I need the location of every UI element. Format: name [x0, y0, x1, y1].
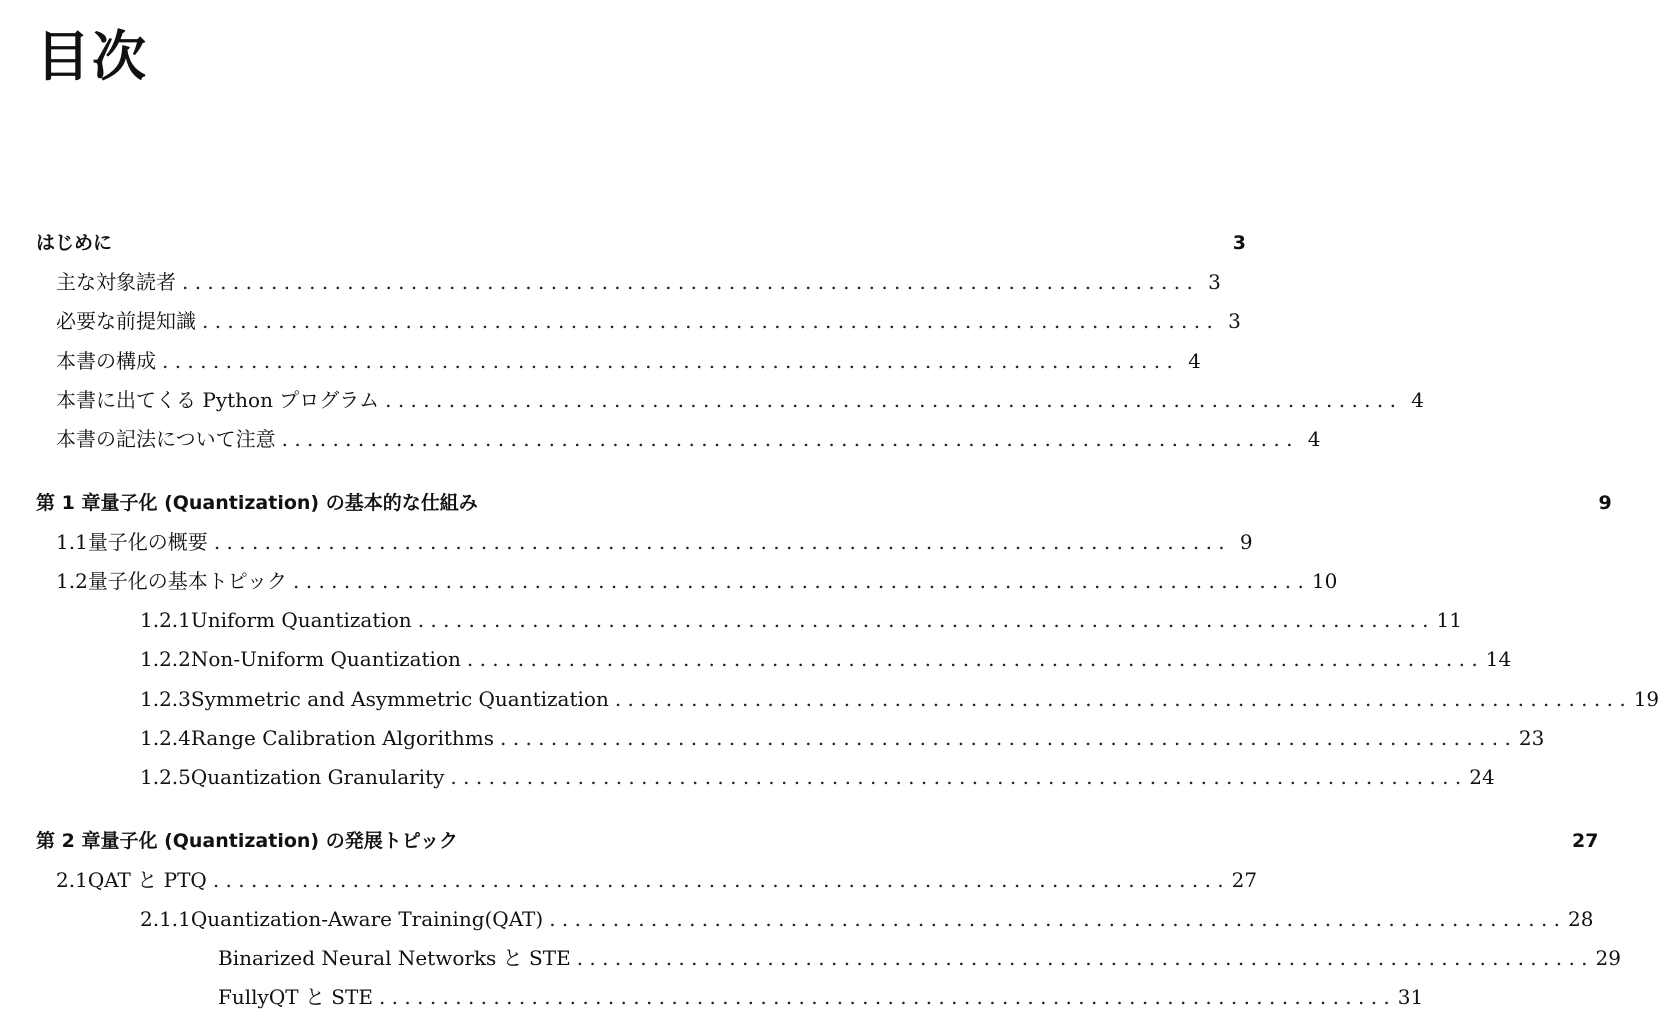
- dot-leader: . . . . . . . . . . . . . . . . . . . . . . . . . . . . . . . . . . . . . . . . . . . . . . . . . . . . . . . . . . . . . . . . . . . . . . . . . . . . . . . .: [213, 529, 1225, 554]
- page-number: 14: [1485, 647, 1512, 672]
- entry-title[interactable]: Non-Uniform Quantization: [190, 647, 461, 672]
- entry-title[interactable]: 主な対象読者: [56, 270, 176, 295]
- entry-title[interactable]: Quantization Granularity: [190, 764, 445, 789]
- dot-leader: . . . . . . . . . . . . . . . . . . . . . . . . . . . . . . . . . . . . . . . . . . . . . . . . . . . . . . . . . . . . . . . . . . . . . . . . . . . . . . . .: [576, 946, 1588, 971]
- toc-entry[interactable]: [36, 640, 1512, 679]
- page-number: 23: [1518, 725, 1545, 750]
- page-number: 4: [1307, 426, 1321, 451]
- page-number: 27: [1571, 829, 1599, 852]
- page-number: 3: [1232, 232, 1247, 254]
- entry-title[interactable]: Symmetric and Asymmetric Quantization: [190, 686, 609, 711]
- page-number: 19: [1633, 686, 1659, 711]
- toc-entry[interactable]: [36, 758, 1495, 797]
- section-number: 2.1: [56, 867, 88, 892]
- dot-leader: . . . . . . . . . . . . . . . . . . . . . . . . . . . . . . . . . . . . . . . . . . . . . . . . . . . . . . . . . . . . . . . . . . . . . . . . . . . . . . . .: [281, 426, 1293, 451]
- section-number: 2.1.1: [140, 907, 191, 931]
- entry-title[interactable]: 本書の記法について注意: [56, 426, 276, 451]
- toc-entry[interactable]: [36, 484, 1612, 523]
- toc-entry[interactable]: [36, 680, 1659, 719]
- dot-leader: . . . . . . . . . . . . . . . . . . . . . . . . . . . . . . . . . . . . . . . . . . . . . . . . . . . . . . . . . . . . . . . . . . . . . . . . . . . . . . . .: [385, 387, 1396, 412]
- page-number: 4: [1411, 387, 1424, 412]
- entry-title[interactable]: FullyQT と STE: [218, 985, 373, 1010]
- section-number: 1.2.3: [140, 686, 191, 711]
- entry-title[interactable]: 本書の構成: [56, 348, 156, 373]
- toc-entry[interactable]: [36, 562, 1338, 601]
- page-number: 10: [1311, 569, 1338, 593]
- toc-entry[interactable]: [36, 420, 1321, 459]
- toc-entry[interactable]: [36, 719, 1545, 758]
- page-number: 27: [1231, 867, 1258, 892]
- entry-title[interactable]: Uniform Quantization: [190, 608, 412, 633]
- toc-entry[interactable]: [36, 978, 1424, 1017]
- entry-title[interactable]: 必要な前提知識: [56, 309, 196, 334]
- dot-leader: . . . . . . . . . . . . . . . . . . . . . . . . . . . . . . . . . . . . . . . . . . . . . . . . . . . . . . . . . . . . . . . . . . . . . . . . . . . . . . . .: [500, 725, 1511, 750]
- section-number: 1.2: [56, 569, 88, 593]
- toc-entry[interactable]: [36, 861, 1258, 900]
- dot-leader: . . . . . . . . . . . . . . . . . . . . . . . . . . . . . . . . . . . . . . . . . . . . . . . . . . . . . . . . . . . . . . . . . . . . . . . . . . . . . . . .: [450, 764, 1462, 789]
- dot-leader: . . . . . . . . . . . . . . . . . . . . . . . . . . . . . . . . . . . . . . . . . . . . . . . . . . . . . . . . . . . . . . . . . . . . . . . . . . . . . . . .: [293, 569, 1304, 593]
- dot-leader: . . . . . . . . . . . . . . . . . . . . . . . . . . . . . . . . . . . . . . . . . . . . . . . . . . . . . . . . . . . . . . . . . . . . . . . . . . . . . . . .: [182, 270, 1193, 295]
- page-number: 9: [1239, 529, 1253, 554]
- entry-title[interactable]: はじめに: [36, 232, 113, 254]
- section-number: 第 1 章: [36, 491, 101, 514]
- section-number: 1.2.4: [140, 725, 191, 750]
- toc-entry[interactable]: [36, 822, 1599, 861]
- toc-entry[interactable]: [36, 523, 1253, 562]
- entry-title[interactable]: Binarized Neural Networks と STE: [218, 946, 571, 971]
- page-number: 24: [1469, 764, 1495, 789]
- dot-leader: . . . . . . . . . . . . . . . . . . . . . . . . . . . . . . . . . . . . . . . . . . . . . . . . . . . . . . . . . . . . . . . . . . . . . . . . . . . . . . . .: [466, 647, 1478, 672]
- page-number: 9: [1598, 491, 1612, 514]
- toc-entry[interactable]: [36, 381, 1424, 420]
- dot-leader: . . . . . . . . . . . . . . . . . . . . . . . . . . . . . . . . . . . . . . . . . . . . . . . . . . . . . . . . . . . . . . . . . . . . . . . . . . . . . . . .: [417, 608, 1429, 633]
- entry-title[interactable]: 本書に出てくる Python プログラム: [56, 387, 380, 412]
- dot-leader: . . . . . . . . . . . . . . . . . . . . . . . . . . . . . . . . . . . . . . . . . . . . . . . . . . . . . . . . . . . . . . . . . . . . . . . . . . . . . . . .: [162, 348, 1173, 373]
- toc-entry[interactable]: [36, 342, 1201, 381]
- entry-title[interactable]: 量子化の基本トピック: [87, 569, 288, 593]
- page-number: 28: [1568, 907, 1594, 931]
- dot-leader: . . . . . . . . . . . . . . . . . . . . . . . . . . . . . . . . . . . . . . . . . . . . . . . . . . . . . . . . . . . . . . . . . . . . . . . . . . . . . . . .: [202, 309, 1213, 334]
- dot-leader: . . . . . . . . . . . . . . . . . . . . . . . . . . . . . . . . . . . . . . . . . . . . . . . . . . . . . . . . . . . . . . . . . . . . . . . . . . . . . . . .: [378, 985, 1390, 1010]
- toc-entry[interactable]: [36, 601, 1462, 640]
- entry-title[interactable]: QAT と PTQ: [87, 867, 207, 892]
- page-number: 29: [1595, 946, 1621, 971]
- dot-leader: . . . . . . . . . . . . . . . . . . . . . . . . . . . . . . . . . . . . . . . . . . . . . . . . . . . . . . . . . . . . . . . . . . . . . . . . . . . . . . . .: [614, 686, 1626, 711]
- entry-title[interactable]: 量子化 (Quantization) の発展トピック: [100, 829, 458, 852]
- page-number: 3: [1208, 270, 1221, 295]
- entry-title[interactable]: 量子化の概要: [87, 529, 208, 554]
- toc-entry[interactable]: [36, 939, 1621, 978]
- page-number: 3: [1228, 309, 1241, 334]
- toc-entry[interactable]: [36, 302, 1241, 341]
- page-number: 31: [1397, 985, 1424, 1010]
- page-number: 11: [1436, 608, 1462, 633]
- dot-leader: . . . . . . . . . . . . . . . . . . . . . . . . . . . . . . . . . . . . . . . . . . . . . . . . . . . . . . . . . . . . . . . . . . . . . . . . . . . . . . . .: [549, 907, 1561, 931]
- section-number: 第 2 章: [36, 829, 101, 852]
- entry-title[interactable]: Range Calibration Algorithms: [190, 725, 495, 750]
- toc-entry[interactable]: [36, 900, 1594, 939]
- toc-entry[interactable]: [36, 263, 1221, 302]
- dot-leader: . . . . . . . . . . . . . . . . . . . . . . . . . . . . . . . . . . . . . . . . . . . . . . . . . . . . . . . . . . . . . . . . . . . . . . . . . . . . . . . .: [212, 867, 1224, 892]
- entry-title[interactable]: 量子化 (Quantization) の基本的な仕組み: [100, 491, 478, 514]
- section-number: 1.2.2: [140, 647, 191, 672]
- entry-title[interactable]: Quantization-Aware Training(QAT): [190, 907, 544, 931]
- page-title: 目次: [36, 25, 148, 88]
- toc-entry[interactable]: [36, 224, 1247, 263]
- section-number: 1.2.1: [140, 608, 191, 633]
- page-number: 4: [1188, 348, 1201, 373]
- table-of-contents: [36, 224, 1659, 1018]
- section-number: 1.1: [56, 529, 88, 554]
- section-number: 1.2.5: [140, 764, 191, 789]
